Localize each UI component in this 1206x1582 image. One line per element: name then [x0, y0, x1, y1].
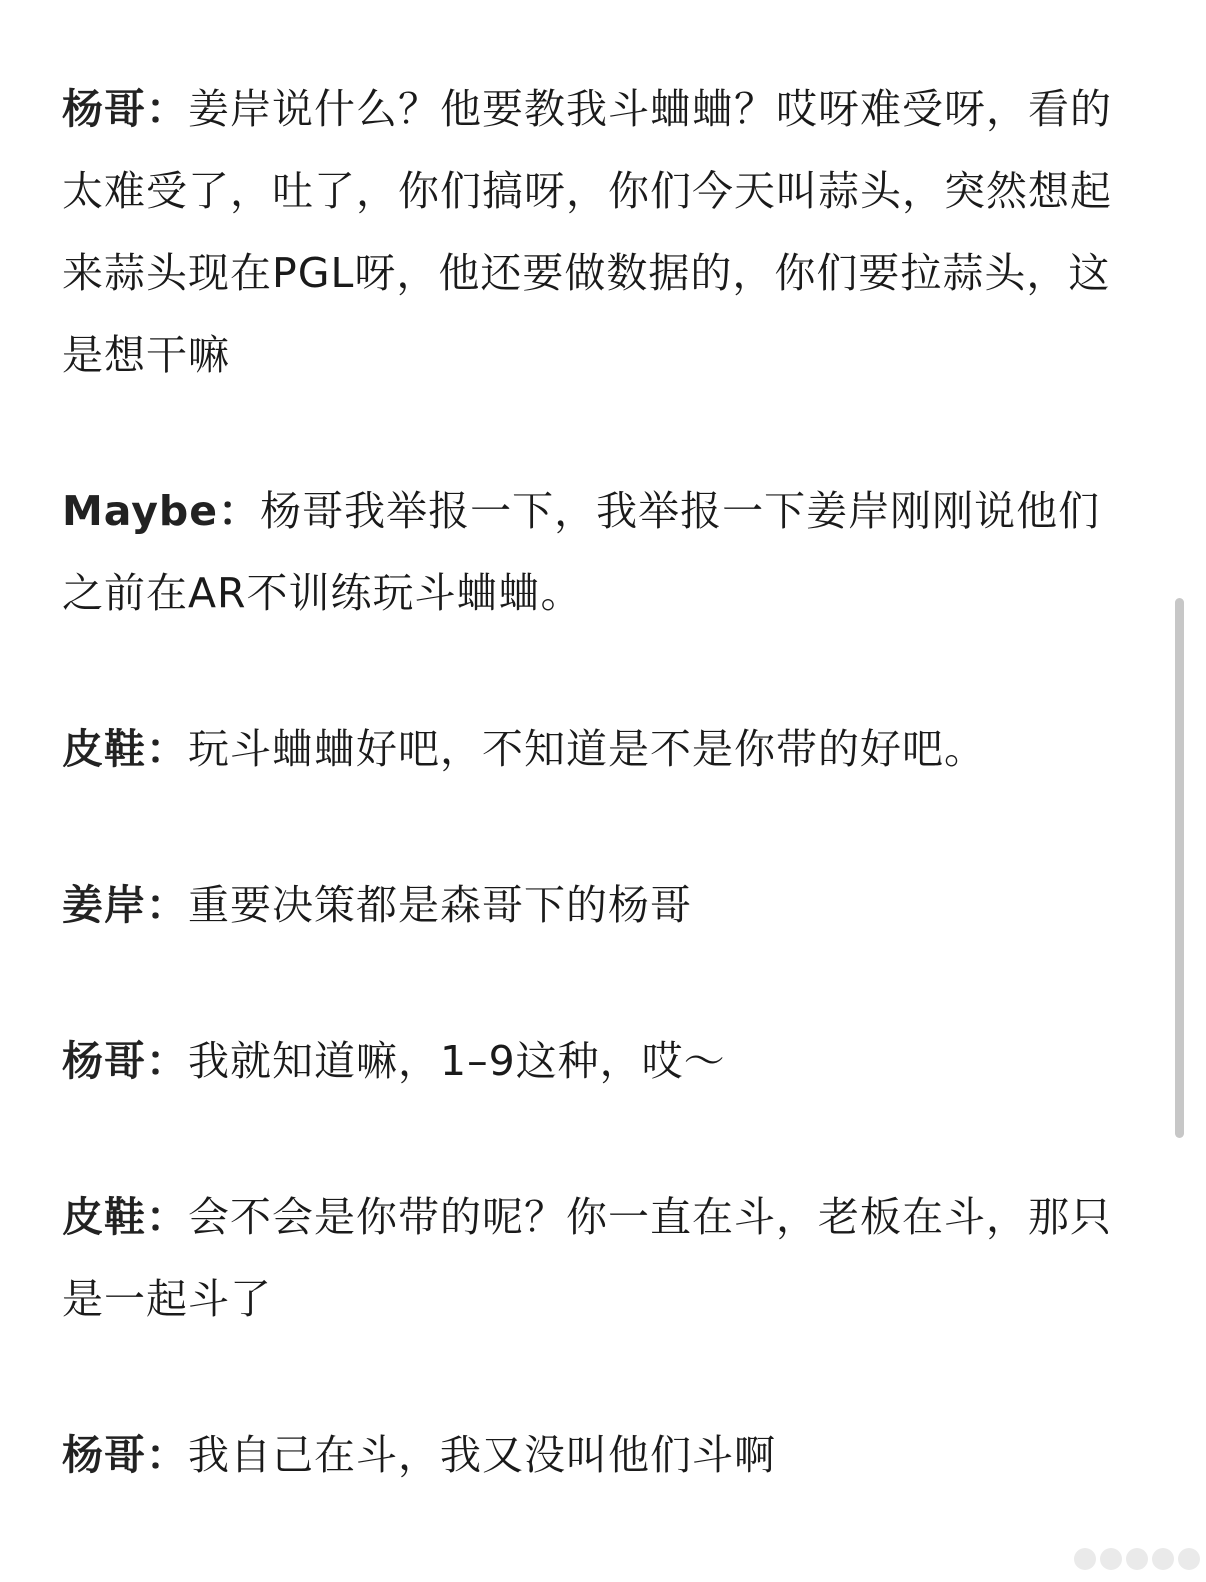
vertical-scrollbar[interactable] [1175, 598, 1184, 1138]
line-text: 我自己在斗，我又没叫他们斗啊 [188, 1431, 776, 1479]
speaker-separator: ： [218, 487, 261, 535]
dialogue-line [62, 1414, 1142, 1496]
watermark-dot-icon [1178, 1548, 1200, 1570]
speaker-name: 皮鞋 [62, 1193, 146, 1241]
dialogue-line [62, 864, 1142, 946]
speaker-name: 杨哥 [62, 1431, 146, 1479]
line-text: 杨哥我举报一下，我举报一下姜岸刚刚说他们之前在AR不训练玩斗蛐蛐。 [62, 487, 1101, 617]
line-text: 我就知道嘛，1–9这种，哎～ [188, 1037, 726, 1085]
speaker-separator: ： [146, 1037, 188, 1085]
watermark-dot-icon [1152, 1548, 1174, 1570]
dialogue-line [62, 68, 1142, 396]
dialogue-line [62, 708, 1142, 790]
dialogue-article [62, 68, 1142, 1570]
speaker-separator: ： [146, 881, 188, 929]
speaker-name: 皮鞋 [62, 725, 146, 773]
watermark-dot-icon [1126, 1548, 1148, 1570]
speaker-name: 杨哥 [62, 85, 146, 133]
speaker-name: Maybe [62, 487, 219, 535]
line-text: 玩斗蛐蛐好吧，不知道是不是你带的好吧。 [188, 725, 986, 773]
dialogue-line [62, 1020, 1142, 1102]
dialogue-line [62, 470, 1142, 634]
speaker-separator: ： [146, 725, 188, 773]
speaker-name: 姜岸 [62, 881, 146, 929]
watermark-dot-icon [1100, 1548, 1122, 1570]
watermark-dot-icon [1074, 1548, 1096, 1570]
speaker-separator: ： [146, 1193, 188, 1241]
line-text: 会不会是你带的呢？你一直在斗，老板在斗，那只是一起斗了 [62, 1193, 1112, 1323]
speaker-separator: ： [146, 1431, 188, 1479]
line-text: 姜岸说什么？他要教我斗蛐蛐？哎呀难受呀，看的太难受了，吐了，你们搞呀，你们今天叫蒜头，突然想起来蒜头现在PGL呀，他还要做数据的，你们要拉蒜头，这是想干嘛 [62, 85, 1112, 379]
speaker-name: 杨哥 [62, 1037, 146, 1085]
watermark-logo [1020, 1542, 1200, 1576]
dialogue-line [62, 1176, 1142, 1340]
line-text: 重要决策都是森哥下的杨哥 [188, 881, 692, 929]
speaker-separator: ： [146, 85, 188, 133]
